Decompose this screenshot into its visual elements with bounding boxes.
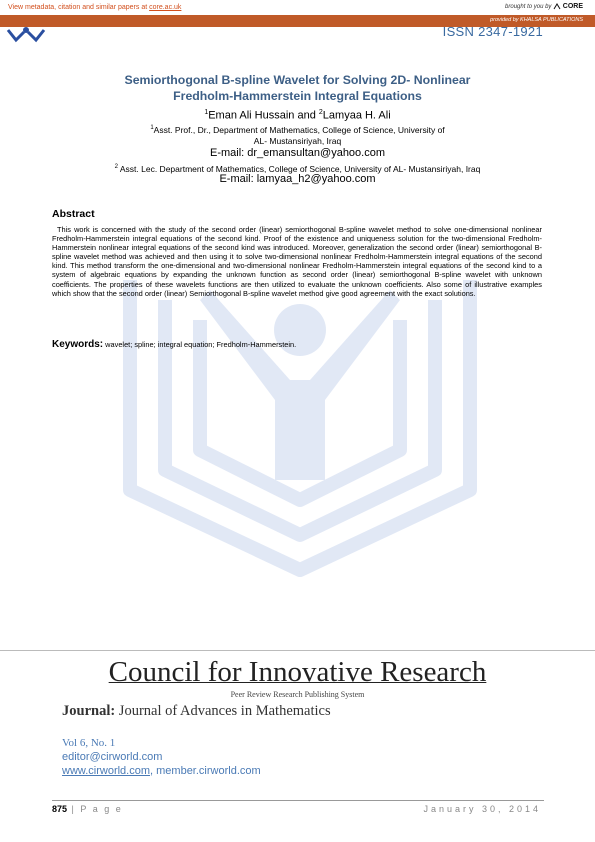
aff2-superscript: 2 bbox=[114, 164, 118, 170]
keywords bbox=[52, 339, 296, 350]
aff1-line-1: Asst. Prof., Dr., Department of Mathematics, College of Science, University of bbox=[153, 124, 445, 135]
author1-email[interactable]: E-mail: dr_emansultan@yahoo.com bbox=[209, 147, 386, 159]
provided-by-text: provided by KHALSA PUBLICATIONS bbox=[490, 17, 583, 23]
core-logo-icon bbox=[553, 3, 561, 10]
footer-rule bbox=[52, 800, 544, 801]
journal-label: Journal: bbox=[62, 703, 116, 719]
issn-number: ISSN 2347-1921 bbox=[442, 24, 543, 39]
author2-email[interactable]: E-mail: lamyaa_h2@yahoo.com bbox=[219, 173, 376, 185]
section-divider bbox=[0, 650, 595, 651]
core-link[interactable]: core.ac.uk bbox=[149, 4, 182, 11]
author2-name: Lamyaa H. Ali bbox=[322, 109, 391, 122]
affiliation-1 bbox=[80, 123, 515, 147]
author-list bbox=[60, 109, 535, 122]
journal-title: Journal of Advances in Mathematics bbox=[115, 703, 331, 719]
page-label: | P a g e bbox=[67, 804, 123, 814]
core-brand: CORE bbox=[562, 3, 583, 11]
core-metadata-notice bbox=[8, 4, 181, 11]
author1-superscript: 1 bbox=[204, 109, 209, 116]
publisher-name-text: Council for Innovative Research bbox=[108, 656, 487, 688]
top-banner bbox=[0, 0, 595, 15]
author1-name: Eman Ali Hussain and bbox=[208, 109, 319, 122]
aff1-line-2: AL- Mustansiriyah, Iraq bbox=[253, 135, 342, 146]
paper-title bbox=[60, 72, 535, 104]
keywords-text: wavelet; spline; integral equation; Fredholm-Hammerstein. bbox=[103, 340, 297, 349]
abstract-heading: Abstract bbox=[52, 208, 95, 220]
keywords-label: Keywords: bbox=[52, 339, 104, 350]
member-site-text: , member.cirworld.com bbox=[150, 765, 261, 777]
aff1-superscript: 1 bbox=[150, 125, 154, 131]
website-link[interactable]: www.cirworld.com bbox=[62, 765, 151, 777]
publisher-name bbox=[0, 656, 595, 689]
volume-info: Vol 6, No. 1 bbox=[62, 737, 116, 749]
page-number-value: 875 bbox=[52, 804, 68, 814]
abstract-body: This work is concerned with the study of the second order (linear) semiorthogonal B-spline wavelet method to solve one-dimensional nonlinear Fredholm-Hammerstein integral equations of the second kind. Proof of the existence and uniqueness solution for the two-dimensional Fredholm-Hammerstein nonlinear integral equations of the second kind was introduced. Moreover, generalization the second order (linear) semiorthogonal B-spline wavelet method was achieved and then using it to solve two-dimensional nonlinear Fredholm-Hammerstein integral equations of the second kind. This method transform the one-dimensional and two-dimensional nonlinear Fredholm-Hammerstein integral equations of the second kind to a system of algebraic equations by expanding the unknown function as second order (linear) semiorthogonal B-spline wavelet with unknown coefficients. The properties of these wavelets functions are then utilized to evaluate the unknown coefficients. Also some of illustrative examples which show that the second order (linear) Semiorthogonal B-spline wavelet method give good agreement with the exact solutions. bbox=[52, 225, 542, 298]
author2-superscript: 2 bbox=[318, 109, 323, 116]
publisher-tagline: Peer Review Research Publishing System bbox=[230, 690, 365, 699]
journal-logo-icon bbox=[6, 26, 50, 48]
watermark-logo-icon bbox=[90, 260, 510, 590]
journal-name bbox=[62, 703, 331, 720]
brought-by-text: brought to you by bbox=[505, 4, 552, 11]
website-links bbox=[62, 765, 261, 777]
publication-date: January 30, 2014 bbox=[423, 804, 541, 814]
title-line-1: Semiorthogonal B-spline Wavelet for Solving 2D- Nonlinear bbox=[124, 73, 471, 87]
core-branding[interactable] bbox=[505, 3, 583, 10]
title-line-2: Fredholm-Hammerstein Integral Equations bbox=[173, 89, 422, 103]
aff2-text: Asst. Lec. Department of Mathematics, College of Science, University of AL- Mustansiriyah, Iraq bbox=[117, 163, 481, 174]
editor-email[interactable]: editor@cirworld.com bbox=[62, 751, 163, 763]
page-number bbox=[52, 804, 123, 814]
metadata-text: View metadata, citation and similar papers at bbox=[8, 4, 150, 11]
